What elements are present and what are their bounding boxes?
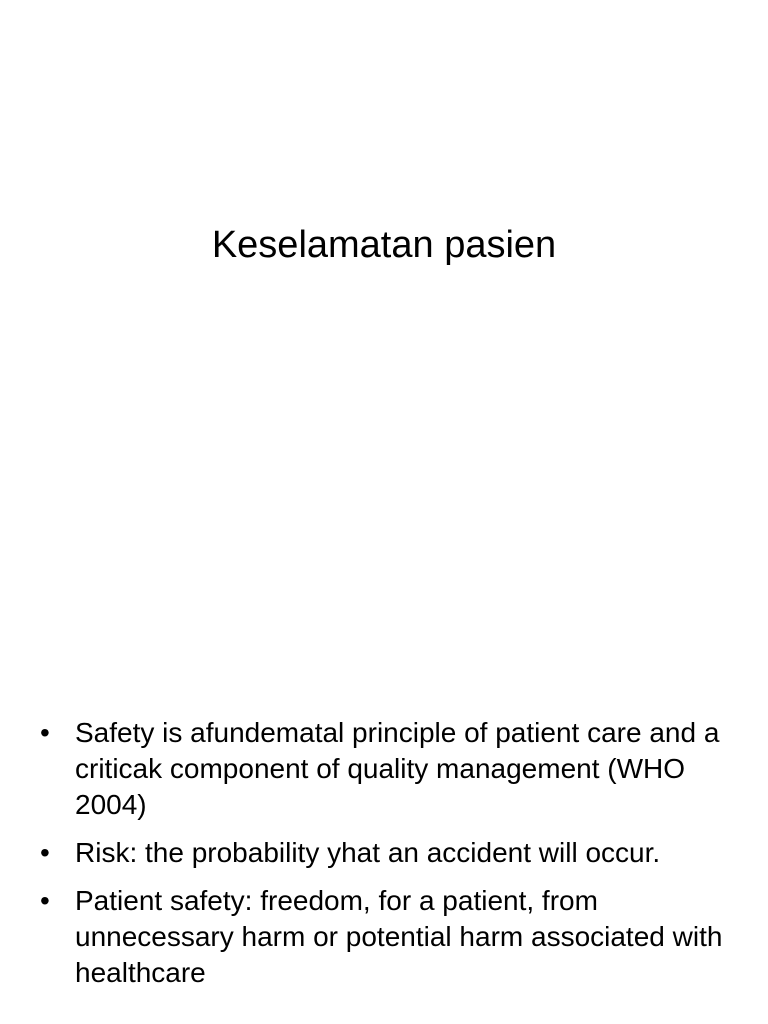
- bullet-text: Safety is afundematal principle of patient care and a criticak component of quality management (WHO 2004): [75, 717, 720, 820]
- bullet-point-icon: •: [40, 837, 50, 868]
- bullet-point-icon: •: [40, 885, 50, 916]
- bullet-item-patient-safety: [40, 883, 740, 991]
- slide-title: Keselamatan pasien: [211, 224, 557, 266]
- bullet-text: Patient safety: freedom, for a patient, from unnecessary harm or potential harm associated with healthcare: [75, 885, 723, 988]
- bullet-list: [40, 715, 740, 1003]
- bullet-item-risk: [40, 835, 740, 871]
- bullet-item-safety: [40, 715, 740, 823]
- bullet-point-icon: •: [40, 717, 50, 748]
- bullet-text: Risk: the probability yhat an accident will occur.: [75, 837, 661, 868]
